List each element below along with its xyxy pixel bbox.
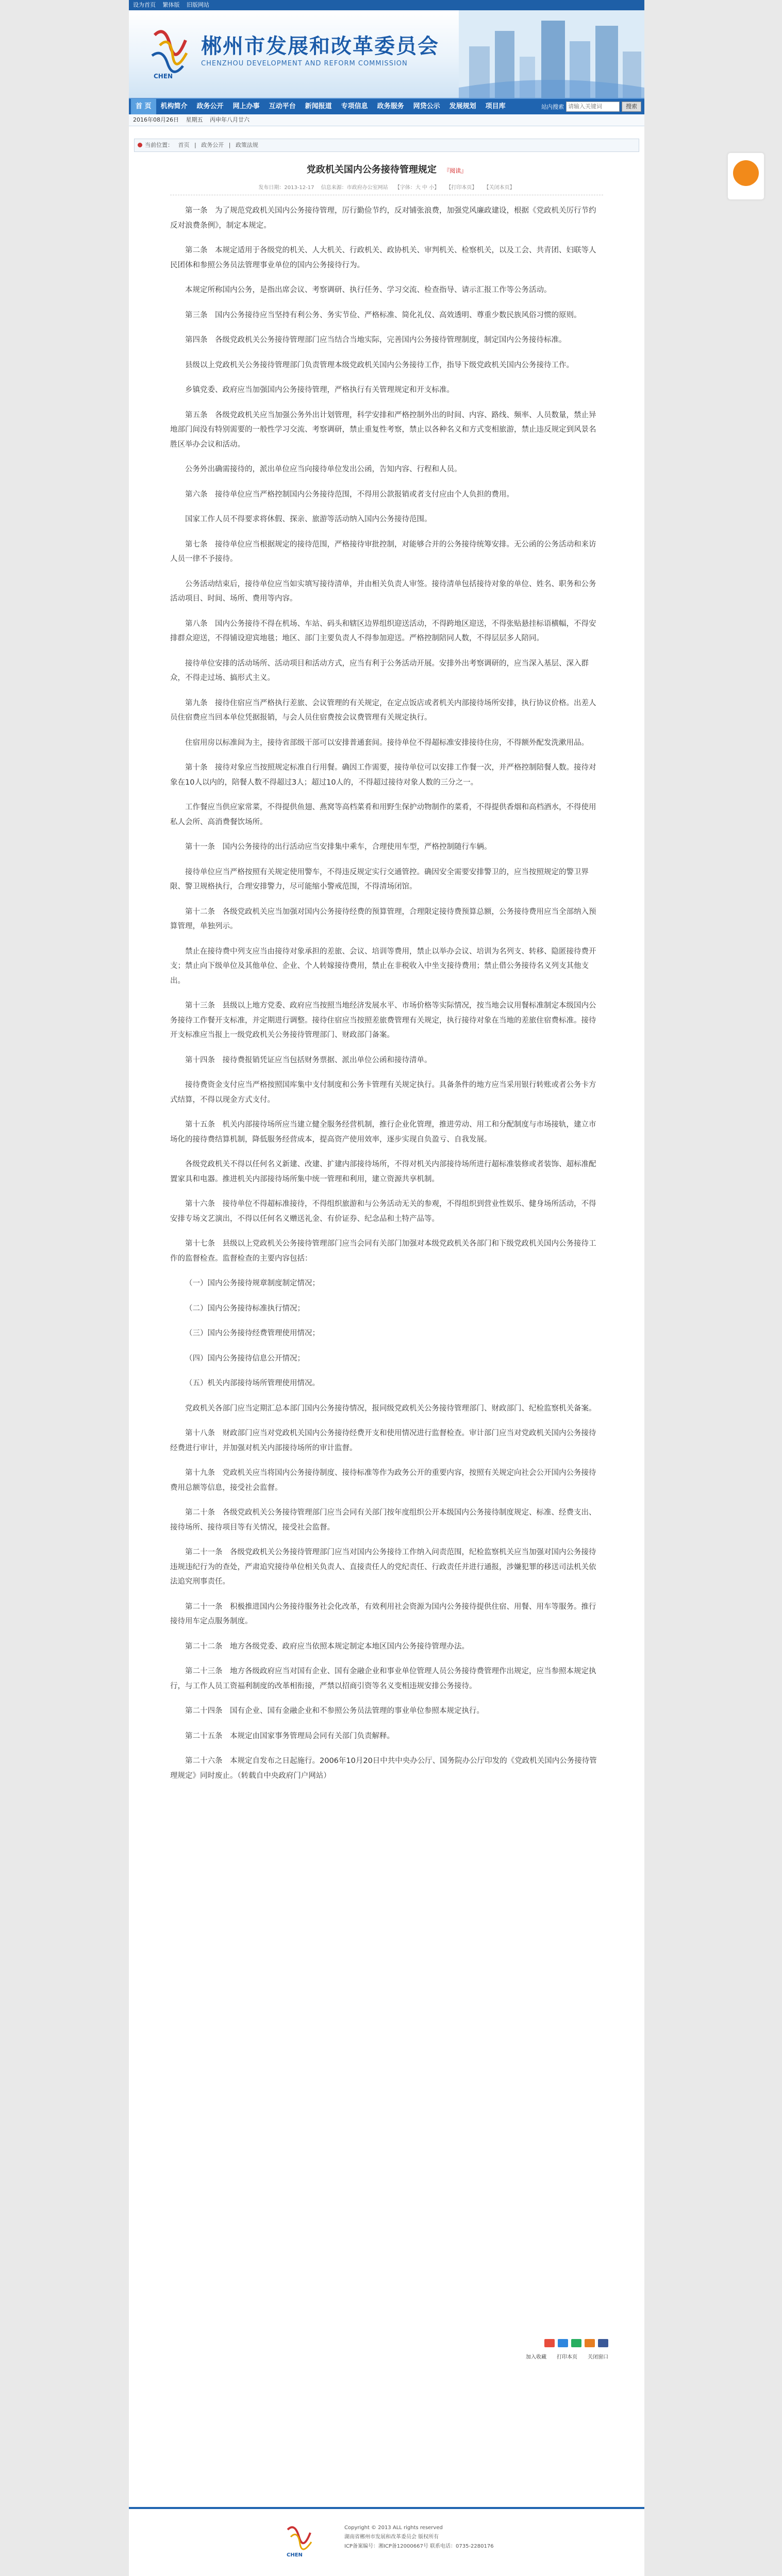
nav-about[interactable]: 机构简介 [160,103,188,110]
article-paragraph: 第十五条 机关内部接待场所应当建立健全服务经营机制，推行企业化管理，推进劳动、用工和分配制度与市场接轨，建立市场化的接待费结算机制，降低服务经营成本，提高资产使用效率，逐步实现自负盈亏、自我发展。 [170,1121,596,1144]
breadcrumb [134,139,639,152]
article-paragraph: 第十四条 接待费报销凭证应当包括财务票据、派出单位公函和接待清单。 [185,1056,432,1064]
article-paragraph: 各级党政机关不得以任何名义新建、改建、扩建内部接待场所，不得对机关内部接待场所进行超标准装修或者装饰、超标准配置家具和电器。推进机关内部接待场所集中统一管理和利用，建立资源共享机制。 [170,1160,596,1183]
accessibility-icon[interactable] [733,160,759,186]
article-title-row [170,162,603,176]
close-window-link[interactable]: 关闭窗口 [588,2354,608,2360]
article-paragraph: （五）机关内部接待场所管理使用情况。 [185,1379,320,1387]
source: 信息来源：市政府办公室网站 [321,185,388,191]
close-link[interactable]: 【关闭本页】 [484,185,515,191]
article-paragraph: 第二十六条 本规定自发布之日起施行。2006年10月20日中共中央办公厅、国务院办公厅印发的《党政机关国内公务接待管理规定》同时废止。（转载自中央政府门户网站） [170,1757,597,1780]
site-title: 郴州市发展和改革委员会 [201,34,439,58]
article-paragraph: （四）国内公务接待信息公开情况； [185,1354,305,1363]
article [170,162,603,1783]
article-paragraph: 第二十一条 各级党政机关公务接待管理部门应当对国内公务接待工作纳入问责范围，纪检监察机关应当加强对国内公务接待违规违纪行为的查处，严肃追究接待单位相关负责人、直接责任人的党纪责任、行政责任并进行通报，涉嫌犯罪的移送司法机关依法追究刑事责任。 [170,1548,596,1586]
article-paragraph: 第三条 国内公务接待应当坚持有利公务、务实节俭、严格标准、简化礼仪、高效透明、尊重少数民族风俗习惯的原则。 [185,311,581,319]
breadcrumb-policy[interactable]: 政策法规 [235,142,258,148]
search-input[interactable] [566,101,620,112]
add-favorite-link[interactable]: 加入收藏 [526,2354,546,2360]
copyright: Copyright © 2013 ALL rights reserved [344,2525,443,2531]
article-paragraph: 第十三条 县级以上地方党委、政府应当按照当地经济发展水平、市场价格等实际情况，按当地会议用餐标准制定本级国内公务接待工作餐开支标准，并定期进行调整。接待住宿应当按照差旅费管理有关规定，执行接待对象在当地的差旅住宿费标准。接待开支标准应当报上一级党政机关公务接待管理部门、财政部门备案。 [170,1002,596,1039]
article-paragraph: （一）国内公务接待规章制度制定情况； [185,1279,320,1287]
footer-logo [284,2522,314,2558]
share-weibo-icon[interactable] [544,2339,555,2347]
share-bar [479,2339,608,2360]
article-paragraph: 党政机关各部门应当定期汇总本部门国内公务接待情况，报同级党政机关公务接待管理部门、财政部门、纪检监察机关备案。 [185,1404,596,1413]
share-more-icon[interactable] [598,2339,608,2347]
print-link[interactable]: 【打印本页】 [446,185,477,191]
article-body [170,204,603,1783]
footer-text [344,2523,494,2551]
print-page-link[interactable]: 打印本页 [557,2354,577,2360]
top-bar [129,0,644,10]
article-tag: 『阅读』 [444,167,467,174]
article-paragraph: 第九条 接待住宿应当严格执行差旅、会议管理的有关规定，在定点饭店或者机关内部接待场所安排，执行协议价格。出差人员住宿费应当回本单位凭据报销，与会人员住宿费按会议费管理有关规定执行。 [170,699,596,722]
article-paragraph: 第十条 接待对象应当按照规定标准自行用餐。确因工作需要，接待单位可以安排工作餐一次，并严格控制陪餐人数。接待对象在10人以内的，陪餐人数不得超过3人；超过10人的，不得超过接待对象人数的三分之一。 [170,764,596,787]
article-paragraph: 禁止在接待费中列支应当由接待对象承担的差旅、会议、培训等费用，禁止以举办会议、培训为名列支、转移、隐匿接待费开支；禁止向下级单位及其他单位、企业、个人转嫁接待费用，禁止在非税收入中坐支接待费用；禁止借公务接待名义列支其他支出。 [170,947,596,985]
search-label: 站内搜索 [541,104,564,110]
article-paragraph: 第二十五条 本规定由国家事务管理局会同有关部门负责解释。 [185,1732,394,1740]
article-title: 党政机关国内公务接待管理规定 [306,164,437,175]
search-button[interactable]: 搜索 [622,101,641,112]
nav-news[interactable]: 新闻报道 [305,103,332,110]
site-logo[interactable] [149,25,191,81]
share-links [479,2352,608,2360]
article-paragraph: 工作餐应当供应家常菜，不得提供鱼翅、燕窝等高档菜肴和用野生保护动物制作的菜肴，不得提供香烟和高档酒水，不得使用私人会所、高消费餐饮场所。 [170,803,596,826]
article-paragraph: 乡镇党委、政府应当加强国内公务接待管理，严格执行有关管理规定和开支标准。 [185,386,454,394]
share-wechat-icon[interactable] [571,2339,581,2347]
article-paragraph: 第二十一条 积极推进国内公务接待服务社会化改革，有效利用社会资源为国内公务接待提供住宿、用餐、用车等服务。推行接待用车定点服务制度。 [170,1602,596,1625]
nav-interaction[interactable]: 互动平台 [269,103,296,110]
owner: 湖南省郴州市发展和改革委员会 版权所有 [344,2534,439,2540]
article-paragraph: （三）国内公务接待经费管理使用情况； [185,1329,320,1337]
article-meta [170,183,603,195]
article-paragraph: 县级以上党政机关公务接待管理部门负责管理本级党政机关国内公务接待工作，指导下级党政机关国内公务接待工作。 [185,361,574,369]
lunar-date: 丙申年八月廿六 [210,116,249,123]
breadcrumb-home[interactable]: 首页 [178,142,190,148]
city-skyline-image [459,10,644,98]
article-paragraph: 第二十四条 国有企业、国有金融企业和不参照公务员法管理的事业单位参照本规定执行。 [185,1707,484,1715]
svg-text:CHEN: CHEN [154,73,173,80]
old-site-link[interactable]: 旧版网站 [187,2,209,8]
article-paragraph: 第二十条 各级党政机关公务接待管理部门应当会同有关部门按年度组织公开本级国内公务接待制度规定、标准、经费支出、接待场所、接待项目等有关情况，接受社会监督。 [170,1509,596,1532]
icp-contact: ICP备案编号：湘ICP备12000667号 联系电话：0735-2280176 [344,2544,494,2549]
nav-loan-notice[interactable]: 网贷公示 [413,103,440,110]
traditional-chinese-link[interactable]: 繁体版 [162,2,180,8]
breadcrumb-sep: | [228,142,231,148]
nav-planning[interactable]: 发展规划 [449,103,476,110]
main-nav [129,98,644,114]
site-search [541,101,644,112]
article-paragraph: 接待单位应当严格按照有关规定使用警车，不得违反规定实行交通管控。确因安全需要安排警卫的，应当按照规定的警卫界限、警卫规格执行，合理安排警力，尽可能缩小警戒范围，不得清场闭馆。 [170,868,589,891]
article-paragraph: （二）国内公务接待标准执行情况； [185,1304,305,1313]
breadcrumb-gov-affairs[interactable]: 政务公开 [201,142,224,148]
article-paragraph: 第十六条 接待单位不得超标准接待，不得组织旅游和与公务活动无关的参观，不得组织到营业性娱乐、健身场所活动，不得安排专场文艺演出，不得以任何名义赠送礼金、有价证券、纪念品和土特产品等。 [170,1200,596,1223]
article-paragraph: 第六条 接待单位应当严格控制国内公务接待范围，不得用公款报销或者支付应由个人负担的费用。 [185,490,514,499]
nav-home[interactable]: 首 页 [131,99,156,114]
share-icons [479,2339,608,2347]
share-renren-icon[interactable] [585,2339,595,2347]
location-icon [138,143,142,147]
article-paragraph: 第十七条 县级以上党政机关公务接待管理部门应当会同有关部门加强对本级党政机关各部门和下级党政机关国内公务接待工作的监督检查。监督检查的主要内容包括： [170,1240,596,1263]
set-homepage-link[interactable]: 设为首页 [133,2,156,8]
article-paragraph: 第十一条 国内公务接待的出行活动应当安排集中乘车，合理使用车型，严格控制随行车辆。 [185,843,492,851]
nav-project-db[interactable]: 项目库 [485,103,506,110]
nav-online-services[interactable]: 网上办事 [232,103,260,110]
footer-divider [129,2507,644,2509]
article-paragraph: 第五条 各级党政机关应当加强公务外出计划管理，科学安排和严格控制外出的时间、内容、路线、频率、人员数量，禁止异地部门间没有特别需要的一般性学习交流、考察调研，禁止重复性考察，禁止以各种名义和方式变相旅游，禁止违反规定到风景名胜区举办会议和活动。 [170,411,596,449]
article-paragraph: 第二十二条 地方各级党委、政府应当依照本规定制定本地区国内公务接待管理办法。 [185,1642,469,1651]
article-paragraph: 住宿用房以标准间为主，接待省部级干部可以安排普通套间。接待单位不得超标准安排接待住房，不得额外配发洗漱用品。 [185,738,589,747]
date-bar [129,114,644,126]
site-subtitle: CHENZHOU DEVELOPMENT AND REFORM COMMISSION [201,60,408,67]
article-paragraph: 本规定所称国内公务，是指出席会议、考察调研、执行任务、学习交流、检查指导、请示汇报工作等公务活动。 [185,286,552,294]
article-paragraph: 第八条 国内公务接待不得在机场、车站、码头和辖区边界组织迎送活动，不得跨地区迎送，不得张贴悬挂标语横幅，不得安排群众迎送，不得铺设迎宾地毯；地区、部门主要负责人不得参加迎送。严格控制陪同人数，不得层层多人陪同。 [170,619,596,642]
floating-side-widget[interactable] [727,152,764,200]
breadcrumb-sep: | [194,142,196,148]
current-date: 2016年08月26日 [133,116,179,123]
svg-text:CHEN: CHEN [287,2552,303,2558]
nav-gov-affairs[interactable]: 政务公开 [196,103,224,110]
article-paragraph: 第十八条 财政部门应当对党政机关国内公务接待经费开支和使用情况进行监督检查。审计部门应当对党政机关国内公务接待经费进行审计，并加强对机关内部接待场所的审计监督。 [170,1429,596,1452]
breadcrumb-prefix: 当前位置： [145,142,173,148]
font-size-control[interactable]: 【字体：大 中 小】 [394,185,440,191]
nav-special-info[interactable]: 专项信息 [341,103,368,110]
article-paragraph: 第十九条 党政机关应当将国内公务接待制度、接待标准等作为政务公开的重要内容，按照有关规定向社会公开国内公务接待费用总额等信息，接受社会监督。 [170,1469,596,1492]
header-banner [129,10,644,98]
footer [129,2514,644,2571]
weekday: 星期五 [186,116,203,123]
share-qq-icon[interactable] [558,2339,568,2347]
article-paragraph: 公务外出确需接待的，派出单位应当向接待单位发出公函，告知内容、行程和人员。 [185,465,462,473]
article-paragraph: 公务活动结束后，接待单位应当如实填写接待清单，并由相关负责人审签。接待清单包括接待对象的单位、姓名、职务和公务活动项目、时间、场所、费用等内容。 [170,580,596,603]
article-paragraph: 接待费资金支付应当严格按照国库集中支付制度和公务卡管理有关规定执行。具备条件的地方应当采用银行转账或者公务卡方式结算，不得以现金方式支付。 [170,1081,596,1104]
article-paragraph: 第四条 各级党政机关公务接待管理部门应当结合当地实际，完善国内公务接待管理制度，制定国内公务接待标准。 [185,336,567,344]
article-paragraph: 第十二条 各级党政机关应当加强对国内公务接待经费的预算管理，合理限定接待费预算总额，公务接待费用应当全部纳入预算管理，单独列示。 [170,907,596,930]
article-paragraph: 第七条 接待单位应当根据规定的接待范围，严格接待审批控制，对能够合并的公务接待统筹安排。无公函的公务活动和来访人员一律不予接待。 [170,540,596,563]
article-paragraph: 第一条 为了规范党政机关国内公务接待管理，厉行勤俭节约，反对铺张浪费，加强党风廉政建设，根据《党政机关厉行节约反对浪费条例》，制定本规定。 [170,207,596,230]
nav-gov-services[interactable]: 政务服务 [377,103,404,110]
article-paragraph: 接待单位安排的活动场所、活动项目和活动方式，应当有利于公务活动开展。安排外出考察调研的，应当深入基层、深入群众，不得走过场、搞形式主义。 [170,659,589,682]
page [129,0,644,2576]
article-paragraph: 第二条 本规定适用于各级党的机关、人大机关、行政机关、政协机关、审判机关、检察机关，以及工会、共青团、妇联等人民团体和参照公务员法管理事业单位的国内公务接待行为。 [170,246,596,269]
article-paragraph: 国家工作人员不得要求将休假、探亲、旅游等活动纳入国内公务接待范围。 [185,515,432,523]
publish-date: 发布日期：2013-12-17 [258,185,314,191]
article-paragraph: 第二十三条 地方各级政府应当对国有企业、国有金融企业和事业单位管理人员公务接待费管理作出规定，应当参照本规定执行，与工作人员工资福利制度的改革相衔接，严禁以招商引资等名义变相违规安排公务接待。 [170,1667,596,1690]
